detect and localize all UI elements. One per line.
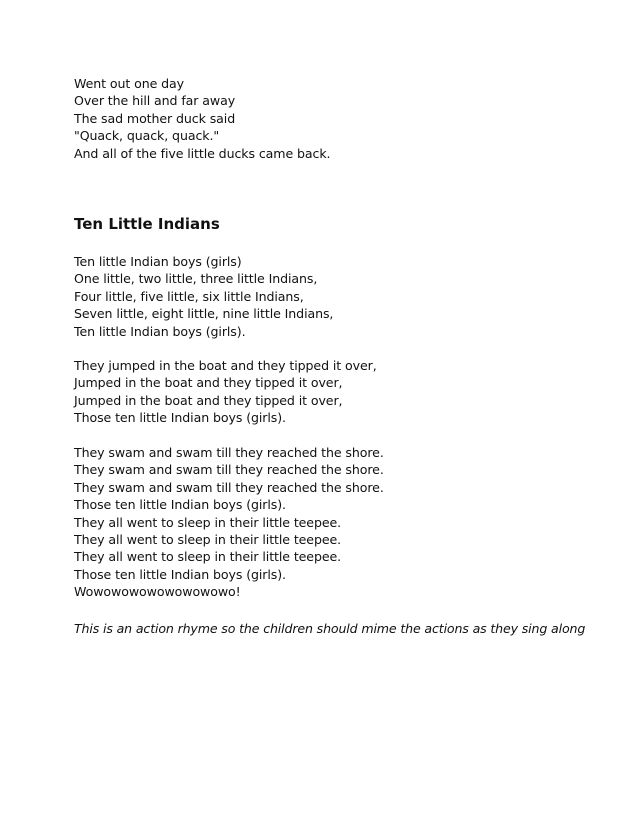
verse-line: The sad mother duck said	[74, 110, 236, 126]
verse-line: Those ten little Indian boys (girls).	[74, 497, 286, 513]
verse-line: One little, two little, three little Indians,	[74, 271, 318, 287]
stanza-3	[74, 444, 614, 601]
action-rhyme-note: This is an action rhyme so the children should mime the actions as they sing along	[74, 621, 586, 636]
song-title: Ten Little Indians	[74, 215, 220, 233]
verse-line: Over the hill and far away	[74, 93, 236, 109]
verse-line: They swam and swam till they reached the shore.	[74, 445, 384, 460]
verse-line: Jumped in the boat and they tipped it over,	[74, 375, 343, 391]
verse-line: "Quack, quack, quack."	[74, 128, 220, 144]
verse-line: They all went to sleep in their little teepee.	[74, 532, 342, 548]
verse-line: They all went to sleep in their little teepee.	[74, 514, 342, 530]
verse-line: And all of the five little ducks came back.	[74, 145, 331, 161]
stanza-1	[74, 253, 614, 340]
verse-line: Those ten little Indian boys (girls).	[74, 410, 286, 426]
verse-line: They swam and swam till they reached the shore.	[74, 462, 384, 478]
verse-line: Went out one day	[74, 76, 185, 91]
verse-line: Seven little, eight little, nine little Indians,	[74, 306, 334, 322]
verse-line: They swam and swam till they reached the shore.	[74, 479, 384, 495]
verse-line: Those ten little Indian boys (girls).	[74, 566, 286, 582]
verse-line: Wowowowowowowowowo!	[74, 584, 241, 600]
verse-line: Four little, five little, six little Indians,	[74, 288, 304, 304]
verse-line: Jumped in the boat and they tipped it over,	[74, 392, 343, 408]
stanza-2	[74, 357, 614, 427]
verse-line: They all went to sleep in their little teepee.	[74, 549, 342, 565]
verse-line: They jumped in the boat and they tipped it over,	[74, 358, 377, 373]
intro-stanza	[74, 75, 614, 162]
verse-line: Ten little Indian boys (girls).	[74, 323, 246, 339]
verse-line: Ten little Indian boys (girls)	[74, 254, 242, 269]
